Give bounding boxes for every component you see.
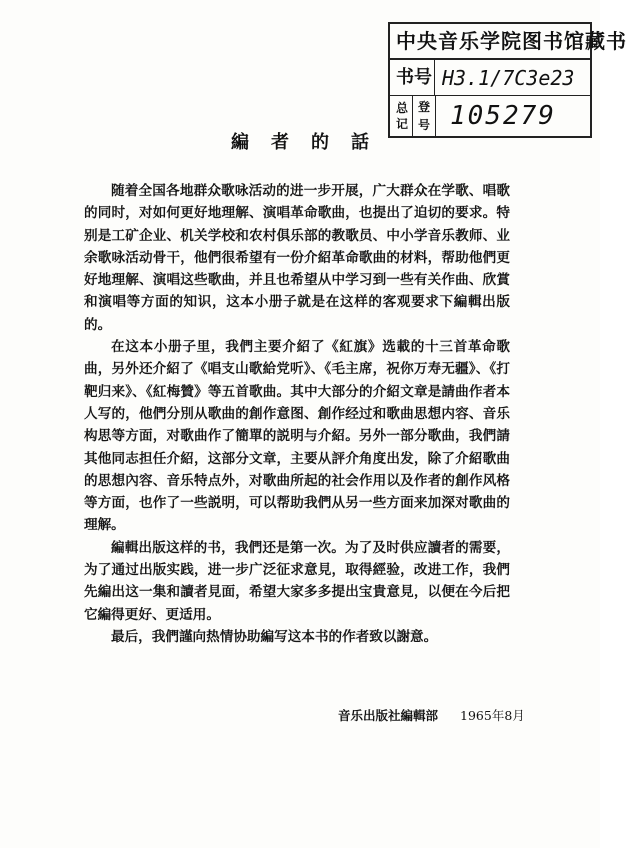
stamp-shelf-label: 书号: [394, 60, 435, 96]
stamp-shelf-row: [390, 60, 590, 96]
stamp-register-number: 105279: [450, 101, 556, 131]
publication-date: 1965年8月: [460, 708, 525, 723]
paragraph-3: 編輯出版这样的书，我們还是第一次。为了及时供应讀者的需要，为了通过出版实践，进一步广泛征求意見，取得經验，改进工作，我們先編出这一集和讀者見面，希望大家多多提出宝貴意見，以便在今后把它編得更好、更适用。: [84, 539, 510, 623]
body-text: [84, 180, 510, 648]
stamp-shelf-number: H3.1/7C3e23: [442, 66, 575, 90]
paragraph-1: 随着全国各地群众歌咏活动的进一步开展，广大群众在学歌、唱歌的同时，对如何更好地理解、演唱革命歌曲，也提出了迫切的要求。特别是工矿企业、机关学校和农村俱乐部的教歌员、中小学音乐教师、业余歌咏活动骨干，他們很希望有一份介紹革命歌曲的材料，帮助他們更好地理解、演唱这些歌曲，并且也希望从中学习到一些有关作曲、欣賞和演唱等方面的知识，这本小册子就是在这样的客观要求下編輯出版的。: [84, 183, 510, 333]
paragraph-2: 在这本小册子里，我們主要介紹了《紅旗》选載的十三首革命歌曲，另外还介紹了《唱支山歌給党听》、《毛主席，祝你万寿无疆》、《打靶归来》、《紅梅贊》等五首歌曲。其中大部分的介紹文章是請曲作者本人写的，他們分別从歌曲的創作意图、創作经过和歌曲思想内容、音乐构思等方面，对歌曲作了簡單的説明与介紹。另外一部分歌曲，我們請其他同志担任介紹，这部分文章，主要从評介角度出发，除了介紹歌曲的思想內容、音乐特点外，对歌曲所起的社会作用以及作者的創作风格等方面，也作了一些説明，可以帮助我們从另一些方面来加深对歌曲的理解。: [84, 339, 510, 534]
stamp-total-label: 总记: [395, 101, 408, 131]
page-title: 編者的話: [231, 132, 391, 153]
signature-line: [338, 706, 525, 724]
stamp-register-label: 登号: [412, 96, 436, 136]
publisher-signature: 音乐出版社編輯部: [338, 708, 439, 723]
stamp-library-name: 中央音乐学院图书馆藏书: [390, 24, 590, 60]
paragraph-4: 最后，我們謹向热情协助編写这本书的作者致以謝意。: [111, 628, 438, 645]
library-stamp: [388, 22, 627, 138]
